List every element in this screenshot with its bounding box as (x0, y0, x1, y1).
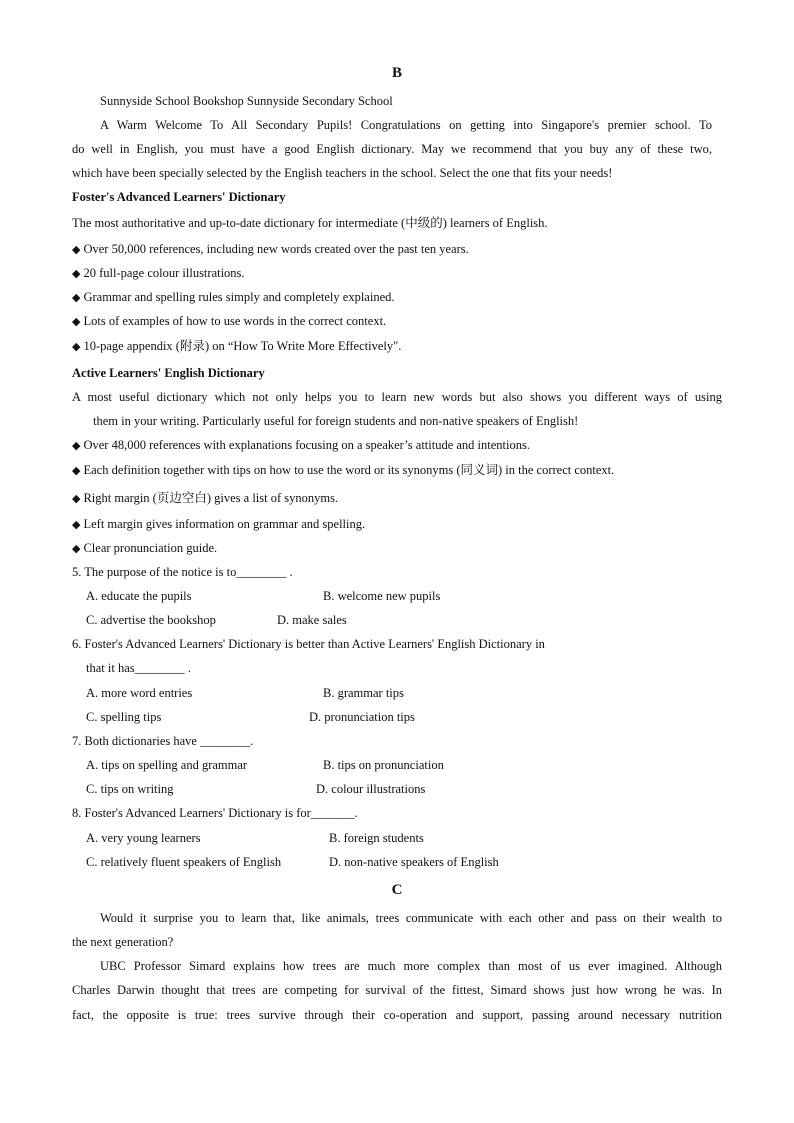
dict1-desc: The most authoritative and up-to-date dictionary for intermediate (中级的) learners of English. (72, 216, 548, 230)
bullet-text: Grammar and spelling rules simply and completely explained. (83, 290, 395, 304)
bullet-text: Right margin (页边空白) gives a list of synonyms. (83, 491, 339, 505)
section-b-heading: B (391, 65, 402, 81)
intro-line-3: which have been specially selected by the English teachers in the school. Select the one that fits your needs! (72, 166, 613, 180)
question-8-option-c: C. relatively fluent speakers of English (86, 855, 282, 869)
question-5-option-a: A. educate the pupils (86, 589, 192, 603)
dict2-bullet (72, 516, 365, 533)
dict2-title: Active Learners' English Dictionary (72, 366, 265, 380)
dict2-desc-line-1: A most useful dictionary which not only helps you to learn new words but also shows you different ways of using (72, 390, 722, 404)
bullet-text: Over 50,000 references, including new words created over the past ten years. (83, 242, 469, 256)
question-7-stem: 7. Both dictionaries have ________. (72, 734, 254, 748)
question-8-option-a: A. very young learners (86, 831, 201, 845)
passage-c-line-5: fact, the opposite is true: trees survive through their co-operation and support, passing around necessary nutrition (72, 1008, 722, 1022)
dict2-bullet (72, 540, 217, 557)
question-5-option-d: D. make sales (277, 613, 347, 627)
question-7-option-d: D. colour illustrations (316, 782, 426, 796)
bullet-text: Over 48,000 references with explanations focusing on a speaker’s attitude and intentions. (83, 438, 530, 452)
dict2-bullet (72, 437, 530, 454)
bullet-text: Lots of examples of how to use words in the correct context. (83, 314, 387, 328)
question-8-stem: 8. Foster's Advanced Learners' Dictionary is for_______. (72, 806, 358, 820)
diamond-bullet-icon: ◆ (72, 543, 81, 555)
bullet-text: Left margin gives information on grammar and spelling. (83, 517, 366, 531)
diamond-bullet-icon: ◆ (72, 316, 81, 328)
diamond-bullet-icon: ◆ (72, 440, 81, 452)
diamond-bullet-icon: ◆ (72, 292, 81, 304)
question-5-option-b: B. welcome new pupils (323, 589, 441, 603)
question-6-stem-cont: that it has________ . (86, 661, 191, 675)
question-7-option-a: A. tips on spelling and grammar (86, 758, 248, 772)
question-6-option-c: C. spelling tips (86, 710, 162, 724)
intro-line-2: do well in English, you must have a good English dictionary. May we recommend that you buy any of these two, (72, 142, 712, 156)
question-5-stem: 5. The purpose of the notice is to________ . (72, 565, 293, 579)
diamond-bullet-icon: ◆ (72, 244, 81, 256)
question-7-option-c: C. tips on writing (86, 782, 174, 796)
question-6-stem: 6. Foster's Advanced Learners' Dictionary is better than Active Learners' English Dictionary in (72, 637, 545, 651)
question-8-option-b: B. foreign students (329, 831, 424, 845)
dict2-bullet (72, 490, 338, 507)
dict1-bullet (72, 265, 245, 282)
question-7-option-b: B. tips on pronunciation (323, 758, 444, 772)
diamond-bullet-icon: ◆ (72, 465, 81, 477)
bullet-text: Each definition together with tips on how to use the word or its synonyms (同义词) in the correct context. (83, 463, 615, 477)
question-5-option-c: C. advertise the bookshop (86, 613, 216, 627)
diamond-bullet-icon: ◆ (72, 341, 81, 353)
dict1-title: Foster's Advanced Learners' Dictionary (72, 190, 286, 204)
diamond-bullet-icon: ◆ (72, 268, 81, 280)
dict1-bullet (72, 241, 469, 258)
bullet-text: 10-page appendix (附录) on “How To Write More Effectively". (83, 339, 402, 353)
passage-c-line-3: UBC Professor Simard explains how trees are much more complex than most of us ever imagined. Although (100, 959, 722, 973)
passage-c-line-1: Would it surprise you to learn that, like animals, trees communicate with each other and pass on their wealth to (100, 911, 722, 925)
passage-c-line-2: the next generation? (72, 935, 174, 949)
question-8-option-d: D. non-native speakers of English (329, 855, 499, 869)
dict2-bullet (72, 462, 614, 479)
dict1-bullet (72, 289, 395, 306)
dict1-bullet (72, 313, 386, 330)
passage-c-line-4: Charles Darwin thought that trees are competing for survival of the fittest, Simard shows just how wrong he was. In (72, 983, 722, 997)
dict1-bullet (72, 338, 401, 355)
bullet-text: 20 full-page colour illustrations. (83, 266, 245, 280)
question-6-option-a: A. more word entries (86, 686, 193, 700)
intro-line-1: A Warm Welcome To All Secondary Pupils! Congratulations on getting into Singapore's premier school. To (100, 118, 712, 132)
diamond-bullet-icon: ◆ (72, 493, 81, 505)
question-6-option-b: B. grammar tips (323, 686, 404, 700)
dict2-desc-line-2: them in your writing. Particularly useful for foreign students and non-native speakers of English! (93, 414, 579, 428)
bullet-text: Clear pronunciation guide. (83, 541, 218, 555)
question-6-option-d: D. pronunciation tips (309, 710, 415, 724)
section-c-heading: C (391, 882, 403, 898)
bookshop-header: Sunnyside School Bookshop Sunnyside Secondary School (100, 94, 393, 108)
diamond-bullet-icon: ◆ (72, 519, 81, 531)
